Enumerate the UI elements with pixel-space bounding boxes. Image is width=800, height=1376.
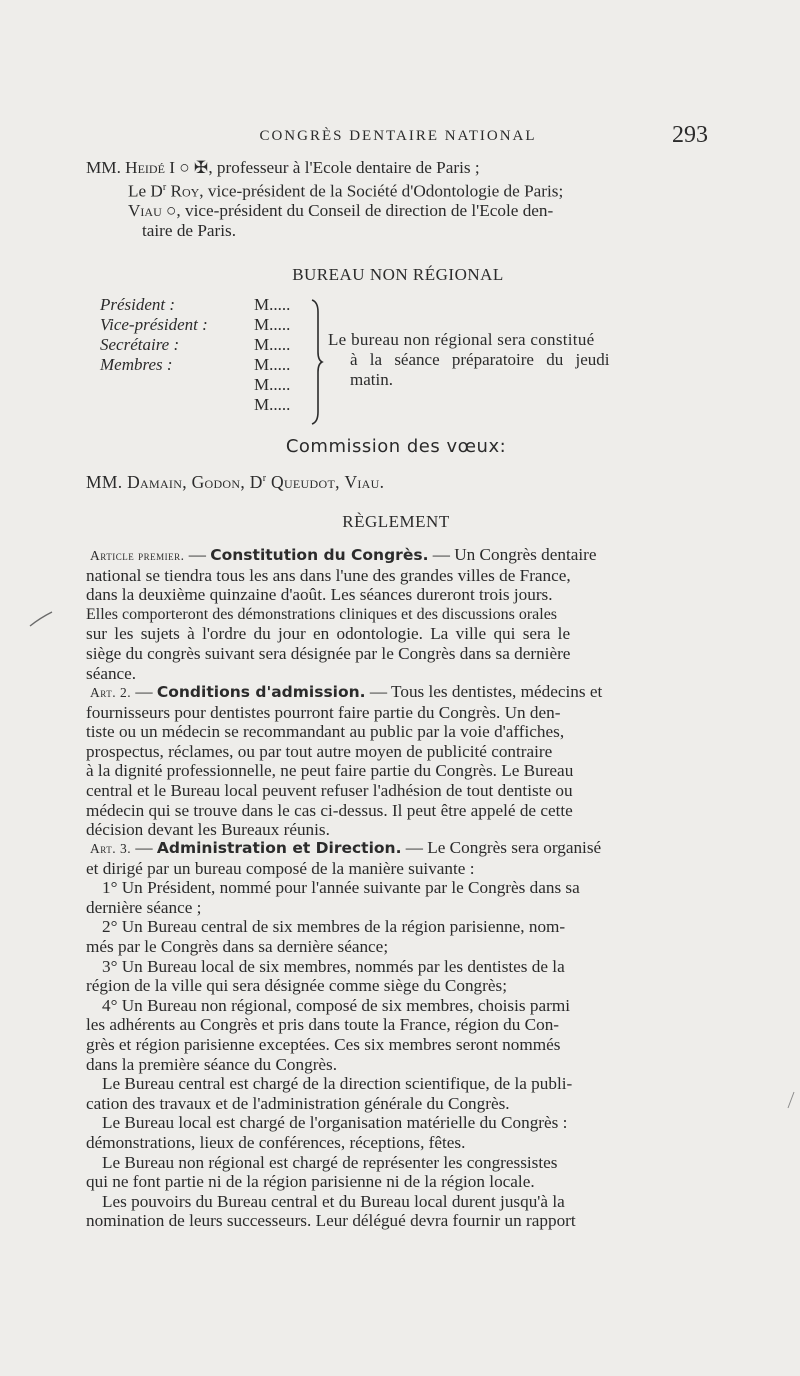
intro-line-4: taire de Paris. xyxy=(142,220,237,240)
commission-title: Commission des vœux: xyxy=(285,436,507,457)
article-2-line: central et le Bureau local peuvent refuser l'adhésion de tout dentiste ou xyxy=(86,780,573,800)
commission-members: MM. Damain, Godon, $D^r$ Queudot, Viau. xyxy=(86,472,385,492)
article-3-line: région de la ville qui sera désignée comme siège du Congrès; xyxy=(86,976,507,996)
placeholder-6: M..... xyxy=(254,395,291,414)
article-3-line: 2° Un Bureau central de six membres de la région parisienne, nom- xyxy=(102,917,566,937)
bureau-note xyxy=(328,330,700,390)
article-2-line: décision devant les Bureaux réunis. xyxy=(86,820,330,840)
name-viau-2: Viau xyxy=(344,472,380,492)
intro-line-3-text: ○, vice-président du Conseil de direction de l'Ecole den- xyxy=(161,200,554,220)
ink-mark xyxy=(786,1090,796,1110)
article-3-line: Le Bureau non régional est chargé de représenter les congressistes xyxy=(102,1152,558,1172)
article-3-label: Art. 3. xyxy=(90,841,132,856)
name-heide: Heidé xyxy=(125,158,165,177)
article-1 xyxy=(86,545,700,683)
bureau-roles xyxy=(100,295,208,375)
placeholder-3: M..... xyxy=(254,335,291,354)
article-3-first-line xyxy=(86,838,700,859)
article-3-dash: — xyxy=(131,838,157,857)
bureau-title: BUREAU NON RÉGIONAL xyxy=(292,265,504,284)
article-3-line: més par le Congrès dans sa dernière séance; xyxy=(86,936,389,956)
bureau-note-line-3: matin. xyxy=(350,370,393,389)
doctor-abbrev: D xyxy=(249,472,263,492)
name-damain: Damain xyxy=(127,472,183,492)
article-3-line-1: — Le Congrès sera organisé xyxy=(401,838,602,857)
article-3-line: cation des travaux et de l'administration générale du Congrès. xyxy=(86,1093,510,1113)
placeholder-1: M..... xyxy=(254,295,291,314)
name-viau: Viau xyxy=(128,200,162,220)
article-3-line: les adhérents au Congrès et pris dans toute la France, région du Con- xyxy=(86,1015,560,1035)
article-2-line: fournisseurs pour dentistes pourront faire partie du Congrès. Un den- xyxy=(86,702,561,722)
article-3-line: grès et région parisienne exceptées. Ces six membres seront nommés xyxy=(86,1034,561,1054)
curly-brace-icon xyxy=(308,298,324,426)
article-3-line: dernière séance ; xyxy=(86,897,202,917)
article-3-line: nomination de leurs successeurs. Leur délégué devra fournir un rapport xyxy=(86,1211,576,1231)
article-1-line: sur les sujets à l'ordre du jour en odontologie. La ville qui sera le xyxy=(86,624,571,644)
article-3-line: et dirigé par un bureau composé de la manière suivante : xyxy=(86,858,475,878)
article-2-heading: Conditions d'admission. xyxy=(156,683,366,701)
article-2-first-line xyxy=(86,682,700,703)
name-queudot: Queudot xyxy=(271,472,336,492)
article-1-line: dans la deuxième quinzaine d'août. Les séances dureront trois jours. xyxy=(86,585,553,605)
intro-line-1 xyxy=(86,158,700,178)
article-1-first-line xyxy=(86,545,700,566)
page-number: 293 xyxy=(672,122,708,148)
article-1-line: national se tiendra tous les ans dans l'une des grandes villes de France, xyxy=(86,565,571,585)
article-3-line: 4° Un Bureau non régional, composé de six membres, choisis parmi xyxy=(102,995,570,1015)
article-2-label: Art. 2. xyxy=(90,685,132,700)
article-3-line: démonstrations, lieux de conférences, réceptions, fêtes. xyxy=(86,1132,466,1152)
running-title: CONGRÈS DENTAIRE NATIONAL xyxy=(259,128,537,144)
intro-line-1-text: I ○ ✠, professeur à l'Ecole dentaire de Paris ; xyxy=(169,158,480,177)
intro-line-2-sup: r xyxy=(162,181,167,193)
intro-line-2 xyxy=(86,178,700,201)
bureau-note-line-1: Le bureau non régional sera constitué xyxy=(328,330,595,349)
article-2-line: prospectus, réclames, ou par tout autre moyen de publicité contraire xyxy=(86,741,553,761)
article-1-line: Elles comporteront des démonstrations cliniques et des discussions orales xyxy=(86,605,558,623)
article-3-line: Le Bureau central est chargé de la direction scientifique, de la publi- xyxy=(102,1074,573,1094)
name-roy: Roy xyxy=(170,181,200,201)
members-mm: MM. xyxy=(86,472,123,492)
placeholder-2: M..... xyxy=(254,315,291,334)
intro-paragraph xyxy=(86,158,700,240)
article-3-line: Les pouvoirs du Bureau central et du Bureau local durent jusqu'à la xyxy=(102,1191,565,1211)
bureau-placeholders xyxy=(254,295,290,415)
placeholder-4: M..... xyxy=(254,355,291,374)
article-1-line: siège du congrès suivant sera désignée par le Congrès dans sa dernière xyxy=(86,643,571,663)
article-1-label: Article premier. xyxy=(90,548,185,563)
article-2-line: à la dignité professionnelle, ne peut faire partie du Congrès. Le Bureau xyxy=(86,761,574,781)
article-2 xyxy=(86,682,700,840)
article-2-line: tiste ou un médecin se recommandant au public par la voie d'affiches, xyxy=(86,722,565,742)
name-godon: Godon xyxy=(191,472,241,492)
bureau-note-line-2: à la séance préparatoire du jeudi xyxy=(350,350,610,369)
article-1-line-1: — Un Congrès dentaire xyxy=(428,545,597,564)
reglement-title: RÈGLEMENT xyxy=(342,512,450,531)
article-1-heading: Constitution du Congrès. xyxy=(210,546,429,564)
article-3-line: 3° Un Bureau local de six membres, nommés par les dentistes de la xyxy=(102,956,565,976)
intro-line-2-text: , vice-président de la Société d'Odontologie de Paris; xyxy=(199,181,564,201)
running-header xyxy=(88,122,708,152)
placeholder-5: M..... xyxy=(254,375,291,394)
intro-mm: MM. xyxy=(86,158,121,177)
article-3 xyxy=(86,838,700,1231)
role-vice-president: Vice-président : xyxy=(100,315,208,334)
ink-mark xyxy=(28,610,54,628)
article-3-line: dans la première séance du Congrès. xyxy=(86,1054,338,1074)
article-3-line: 1° Un Président, nommé pour l'année suivante par le Congrès dans sa xyxy=(102,878,580,898)
role-secretary: Secrétaire : xyxy=(100,335,180,354)
doctor-abbrev-sup: r xyxy=(262,473,267,485)
article-2-line: médecin qui se trouve dans le cas ci-dessus. Il peut être appelé de cette xyxy=(86,800,573,820)
role-members: Membres : xyxy=(100,355,173,374)
article-3-line: Le Bureau local est chargé de l'organisation matérielle du Congrès : xyxy=(102,1113,568,1133)
intro-line-2-prefix: Le D xyxy=(128,181,163,201)
article-1-line: séance. xyxy=(86,663,137,683)
article-2-line-1: — Tous les dentistes, médecins et xyxy=(365,682,603,701)
article-2-dash: — xyxy=(131,682,157,701)
article-3-line: qui ne font partie ni de la région parisienne ni de la région locale. xyxy=(86,1172,535,1192)
intro-line-3 xyxy=(86,201,700,221)
article-1-dash: — xyxy=(184,545,211,564)
article-3-heading: Administration et Direction. xyxy=(156,839,402,857)
role-president: Président : xyxy=(100,295,176,314)
